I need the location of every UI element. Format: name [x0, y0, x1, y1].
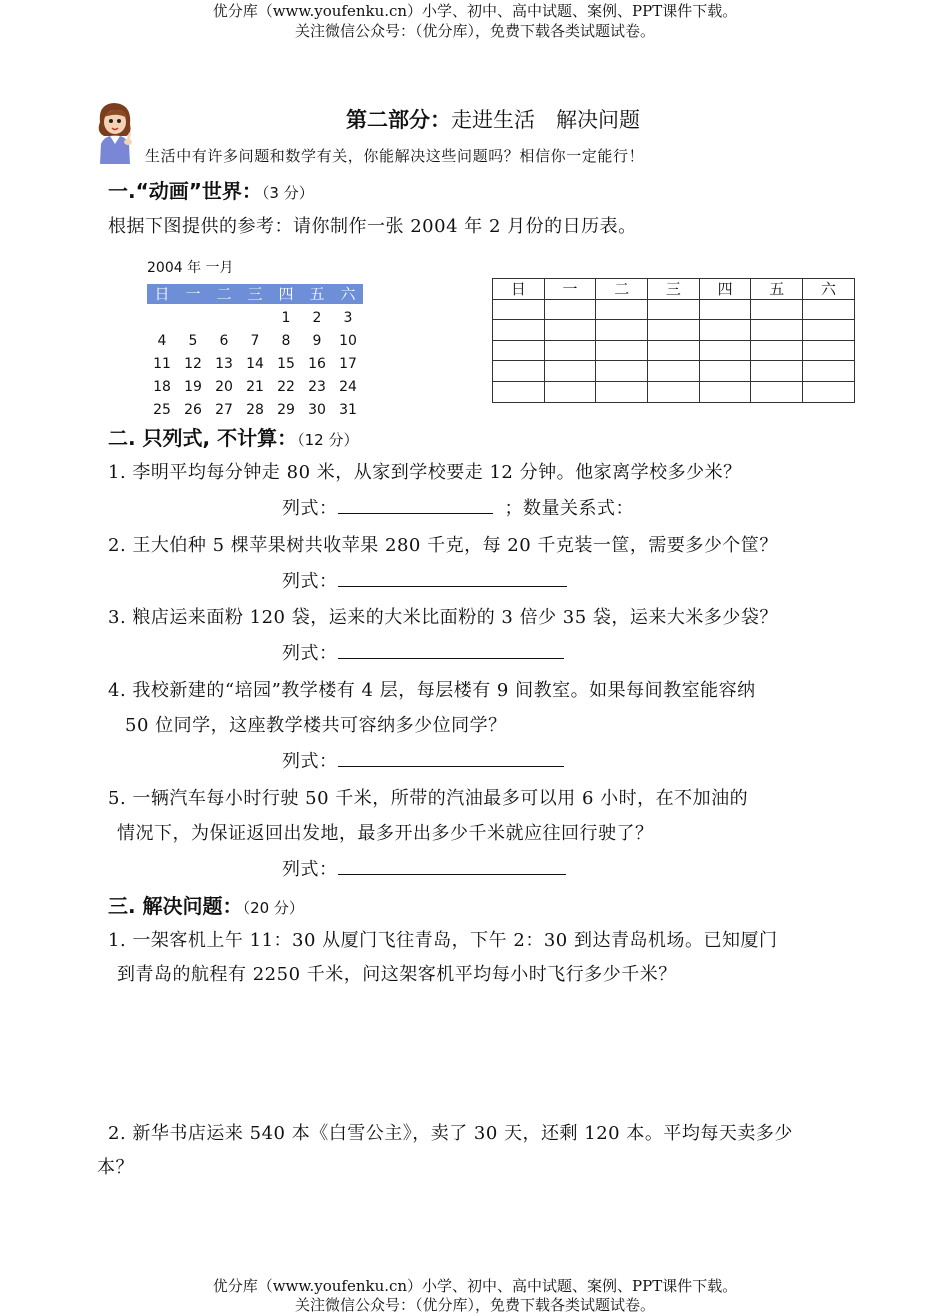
blank-cell[interactable]	[803, 381, 855, 402]
sample-weekday: 四	[278, 285, 294, 303]
blank-cell[interactable]	[803, 320, 855, 341]
formula-blank[interactable]	[338, 569, 567, 587]
s2-answer-3	[282, 639, 564, 665]
page-footer-line1: 优分库（www.youfenku.cn）小学、初中、高中试题、案例、PPT课件下载。	[212, 1277, 738, 1295]
sample-calendar-day: 26	[184, 402, 202, 418]
sample-calendar-day: 11	[153, 356, 171, 372]
blank-calendar-header-cell: 日	[493, 279, 545, 300]
section1-title-text: 一.“动画”世界：	[108, 179, 262, 203]
blank-cell[interactable]	[803, 299, 855, 320]
blank-calendar-table	[492, 278, 855, 403]
blank-cell[interactable]	[596, 361, 648, 382]
s2-question-5-line2: 情况下，为保证返回出发地，最多开出多少千米就应往回行驶了？	[117, 823, 654, 844]
blank-cell[interactable]	[544, 340, 596, 361]
section1-title	[108, 175, 314, 204]
sample-calendar-day: 3	[343, 310, 353, 326]
blank-cell[interactable]	[493, 340, 545, 361]
s2-answer-2	[282, 567, 567, 593]
s3-question-1-line2: 到青岛的航程有 2250 千米，问这架客机平均每小时飞行多少千米？	[117, 964, 677, 985]
blank-calendar-row	[493, 340, 855, 361]
blank-calendar-header-row	[493, 279, 855, 300]
s2-question-2: 2. 王大伯种 5 棵苹果树共收苹果 280 千克，每 20 千克装一筐，需要多少个筐？	[108, 535, 778, 556]
blank-cell[interactable]	[803, 361, 855, 382]
sample-calendar-day: 14	[246, 356, 264, 372]
s2-answer-5	[282, 855, 566, 881]
blank-cell[interactable]	[699, 299, 751, 320]
section3-title-text: 三. 解决问题：	[108, 894, 243, 918]
blank-calendar-header-cell: 六	[803, 279, 855, 300]
sample-calendar-day: 7	[250, 333, 260, 349]
formula-label: 列式：	[282, 859, 338, 880]
s2-answer-1	[282, 494, 634, 520]
s2-answer-4	[282, 747, 564, 773]
sample-calendar-day: 24	[339, 379, 357, 395]
blank-cell[interactable]	[493, 299, 545, 320]
sample-calendar-header	[147, 284, 363, 304]
part-title-bold: 第二部分：	[346, 108, 451, 132]
blank-cell[interactable]	[596, 299, 648, 320]
blank-cell[interactable]	[751, 340, 803, 361]
relation-label: ；数量关系式：	[504, 498, 634, 519]
s3-question-1-line1: 1. 一架客机上午 11：30 从厦门飞往青岛，下午 2：30 到达青岛机场。已知厦门	[108, 930, 778, 951]
blank-cell[interactable]	[493, 361, 545, 382]
blank-cell[interactable]	[648, 361, 700, 382]
sample-calendar-day: 12	[184, 356, 202, 372]
sample-calendar-day: 10	[339, 333, 357, 349]
sample-weekday: 五	[309, 285, 325, 303]
blank-cell[interactable]	[596, 381, 648, 402]
sample-calendar-day: 13	[215, 356, 233, 372]
blank-cell[interactable]	[596, 340, 648, 361]
sample-calendar-day: 28	[246, 402, 264, 418]
sample-calendar-day: 30	[308, 402, 326, 418]
blank-cell[interactable]	[751, 299, 803, 320]
sample-calendar-day: 21	[246, 379, 264, 395]
formula-label: 列式：	[282, 498, 338, 519]
blank-calendar-row	[493, 361, 855, 382]
sample-weekday: 日	[154, 285, 170, 303]
sample-calendar-day: 23	[308, 379, 326, 395]
formula-blank[interactable]	[338, 749, 564, 767]
blank-cell[interactable]	[648, 381, 700, 402]
blank-calendar-header-cell: 三	[648, 279, 700, 300]
section3-points: （20 分）	[242, 899, 304, 917]
blank-cell[interactable]	[648, 340, 700, 361]
s2-question-4-line1: 4. 我校新建的“培园”教学楼有 4 层，每层楼有 9 间教室。如果每间教室能容纳	[108, 680, 756, 701]
sample-calendar-day: 22	[277, 379, 295, 395]
s3-question-2-line2: 本？	[97, 1157, 134, 1178]
sample-weekday: 二	[216, 285, 232, 303]
blank-cell[interactable]	[648, 320, 700, 341]
section2-points: （12 分）	[297, 431, 359, 449]
blank-cell[interactable]	[493, 381, 545, 402]
sample-weekday: 六	[340, 285, 356, 303]
blank-cell[interactable]	[751, 361, 803, 382]
sample-calendar-day: 5	[188, 333, 198, 349]
page-header-line1: 优分库（www.youfenku.cn）小学、初中、高中试题、案例、PPT课件下载。	[212, 2, 738, 20]
blank-calendar-row	[493, 299, 855, 320]
blank-cell[interactable]	[493, 320, 545, 341]
sample-calendar-day: 17	[339, 356, 357, 372]
sample-calendar-day: 8	[281, 333, 291, 349]
sample-calendar-day: 29	[277, 402, 295, 418]
intro-text: 生活中有许多问题和数学有关，你能解决这些问题吗？相信你一定能行！	[145, 147, 645, 165]
formula-blank[interactable]	[338, 496, 493, 514]
sample-calendar-day: 9	[312, 333, 322, 349]
teacher-cartoon-icon	[92, 100, 138, 164]
section2-title	[108, 422, 358, 451]
page-footer-line2: 关注微信公众号：（优分库），免费下载各类试题试卷。	[294, 1296, 655, 1314]
blank-cell[interactable]	[751, 381, 803, 402]
blank-cell[interactable]	[751, 320, 803, 341]
blank-cell[interactable]	[596, 320, 648, 341]
blank-cell[interactable]	[699, 361, 751, 382]
sample-calendar-day: 19	[184, 379, 202, 395]
sample-calendar-title: 2004 年 一月	[147, 260, 234, 276]
sample-calendar-day: 27	[215, 402, 233, 418]
s3-question-2-line1: 2. 新华书店运来 540 本《白雪公主》，卖了 30 天，还剩 120 本。平均每天卖多少	[108, 1123, 793, 1144]
sample-calendar-day: 1	[281, 310, 291, 326]
blank-calendar-header-cell: 五	[751, 279, 803, 300]
blank-calendar-row	[493, 320, 855, 341]
sample-calendar-day: 18	[153, 379, 171, 395]
part-title-rest: 走进生活 解决问题	[451, 108, 640, 132]
section2-title-text: 二. 只列式, 不计算：	[108, 426, 298, 450]
sample-calendar-day: 4	[157, 333, 167, 349]
blank-cell[interactable]	[544, 361, 596, 382]
section1-instruction: 根据下图提供的参考：请你制作一张 2004 年 2 月份的日历表。	[108, 216, 637, 237]
blank-cell[interactable]	[699, 320, 751, 341]
blank-calendar-row	[493, 381, 855, 402]
section1-points: （3 分）	[261, 184, 314, 202]
formula-label: 列式：	[282, 571, 338, 592]
sample-calendar-day: 25	[153, 402, 171, 418]
formula-label: 列式：	[282, 643, 338, 664]
blank-cell[interactable]	[699, 340, 751, 361]
sample-weekday: 三	[247, 285, 263, 303]
blank-cell[interactable]	[648, 299, 700, 320]
sample-calendar-day: 20	[215, 379, 233, 395]
sample-calendar-day: 6	[219, 333, 229, 349]
sample-calendar-day: 15	[277, 356, 295, 372]
s2-question-1: 1. 李明平均每分钟走 80 米，从家到学校要走 12 分钟。他家离学校多少米？	[108, 462, 742, 483]
blank-calendar-header-cell: 一	[544, 279, 596, 300]
part-title	[346, 104, 640, 134]
sample-weekday: 一	[185, 285, 201, 303]
formula-blank[interactable]	[338, 641, 564, 659]
page-header-line2: 关注微信公众号：（优分库），免费下载各类试题试卷。	[294, 22, 655, 40]
blank-cell[interactable]	[803, 340, 855, 361]
blank-cell[interactable]	[544, 320, 596, 341]
blank-cell[interactable]	[699, 381, 751, 402]
section3-title	[108, 890, 304, 919]
s2-question-4-line2: 50 位同学，这座教学楼共可容纳多少位同学？	[125, 715, 507, 736]
blank-calendar-header-cell: 二	[596, 279, 648, 300]
blank-cell[interactable]	[544, 299, 596, 320]
s2-question-5-line1: 5. 一辆汽车每小时行驶 50 千米，所带的汽油最多可以用 6 小时，在不加油的	[108, 788, 749, 809]
blank-cell[interactable]	[544, 381, 596, 402]
blank-calendar-header-cell: 四	[699, 279, 751, 300]
sample-calendar-day: 31	[339, 402, 357, 418]
sample-calendar-day: 2	[312, 310, 322, 326]
formula-blank[interactable]	[338, 857, 566, 875]
sample-calendar-day: 16	[308, 356, 326, 372]
formula-label: 列式：	[282, 751, 338, 772]
s2-question-3: 3. 粮店运来面粉 120 袋，运来的大米比面粉的 3 倍少 35 袋，运来大米多少袋？	[108, 607, 778, 628]
